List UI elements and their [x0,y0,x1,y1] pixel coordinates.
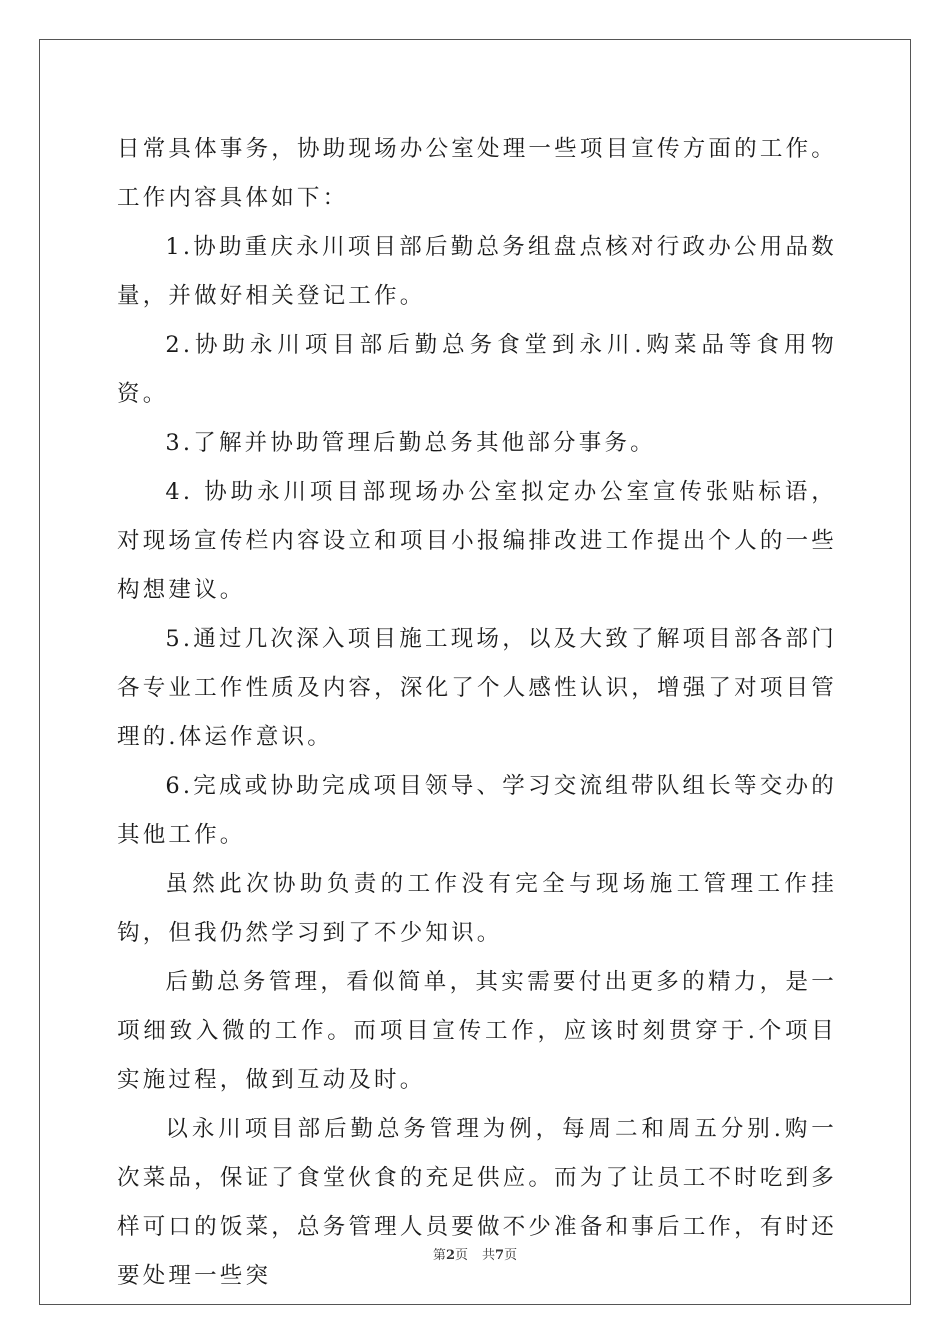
page-number: 2 [445,1248,455,1263]
page-footer [0,1247,950,1265]
paragraph-5: 4. 协助永川项目部现场办公室拟定办公室宣传张贴标语，对现场宣传栏内容设立和项目小报编排改进工作提出个人的一些构想建议。 [117,479,837,603]
page-prefix: 第 [432,1248,446,1263]
paragraph-3: 2.协助永川项目部后勤总务食堂到永川.购菜品等食用物资。 [117,332,837,407]
document-body [117,125,837,1301]
total-suffix: 页 [504,1248,518,1263]
paragraph-1: 日常具体事务，协助现场办公室处理一些项目宣传方面的工作。工作内容具体如下： [117,136,837,211]
paragraph-8: 虽然此次协助负责的工作没有完全与现场施工管理工作挂钩，但我仍然学习到了不少知识。 [117,871,837,946]
paragraph-6: 5.通过几次深入项目施工现场，以及大致了解项目部各部门各专业工作性质及内容，深化了个人感性认识，增强了对项目管理的.体运作意识。 [117,626,837,750]
paragraph-7: 6.完成或协助完成项目领导、学习交流组带队组长等交办的其他工作。 [117,773,837,848]
paragraph-10: 以永川项目部后勤总务管理为例，每周二和周五分别.购一次菜品，保证了食堂伙食的充足供应。而为了让员工不时吃到多样可口的饭菜，总务管理人员要做不少准备和事后工作，有时还要处理一些突 [117,1116,837,1289]
paragraph-2: 1.协助重庆永川项目部后勤总务组盘点核对行政办公用品数量，并做好相关登记工作。 [117,234,837,309]
total-prefix: 共 [482,1248,496,1263]
paragraph-4: 3.了解并协助管理后勤总务其他部分事务。 [165,430,656,456]
total-pages: 7 [495,1248,505,1263]
paragraph-9: 后勤总务管理，看似简单，其实需要付出更多的精力，是一项细致入微的工作。而项目宣传工作，应该时刻贯穿于.个项目实施过程，做到互动及时。 [117,969,837,1093]
page-suffix: 页 [454,1248,468,1263]
